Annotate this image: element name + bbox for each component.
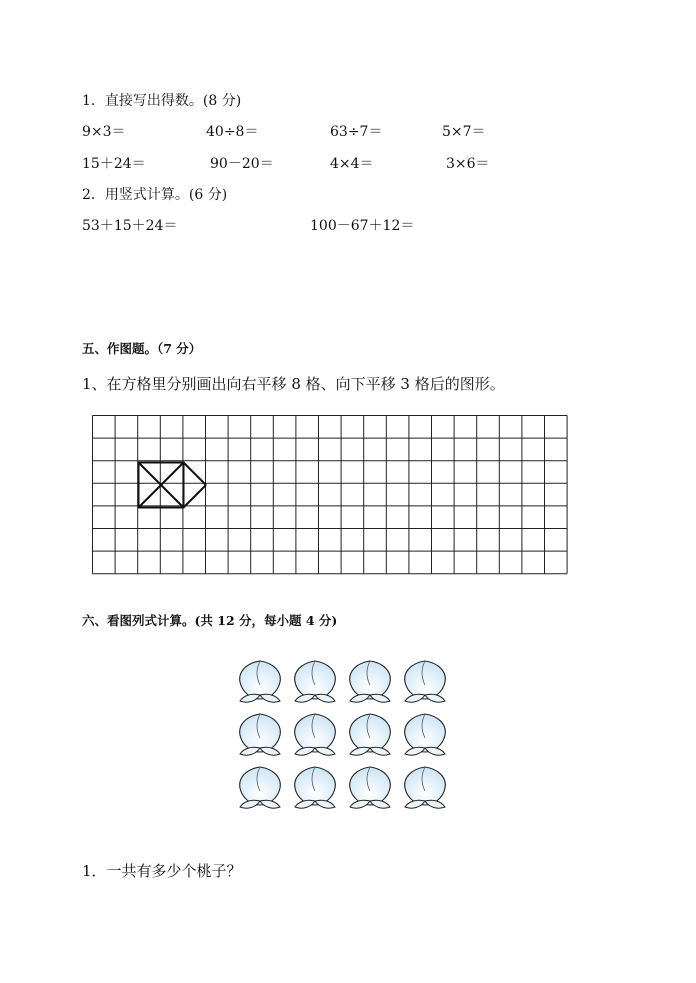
peach-icon: [240, 767, 281, 808]
peach-icon: [405, 714, 446, 755]
problem-8: 3×6＝: [446, 156, 490, 172]
problem-5: 15＋24＝: [82, 156, 146, 172]
problem-1: 9×3＝: [82, 124, 126, 140]
q2-title: 2．用竖式计算。(6 分): [82, 187, 228, 203]
shape-triangle-bottom: [184, 485, 207, 508]
peach-icon: [240, 714, 281, 755]
peach-picture: [230, 655, 460, 817]
peach-icon: [350, 767, 391, 808]
peach-icon: [350, 661, 391, 702]
q1-title: 1．直接写出得数。(8 分): [82, 93, 242, 109]
vertical-problem-2: 100－67＋12＝: [310, 218, 415, 234]
problem-4: 5×7＝: [442, 124, 486, 140]
peach-icon: [295, 661, 336, 702]
problem-2: 40÷8＝: [206, 124, 259, 140]
shape-triangle-top: [184, 463, 207, 486]
problem-3: 63÷7＝: [330, 124, 383, 140]
problem-7: 4×4＝: [330, 156, 374, 172]
vertical-problem-1: 53＋15＋24＝: [82, 218, 178, 234]
peach-icon: [350, 714, 391, 755]
section6-q1: 1．一共有多少个桃子？: [82, 862, 242, 880]
peach-icon: [295, 714, 336, 755]
peach-icon: [405, 767, 446, 808]
peach-icon: [240, 661, 281, 702]
section5-heading: 五、作图题。（7 分）: [82, 341, 202, 356]
peach-icon: [405, 661, 446, 702]
section5-instruction: 1、在方格里分别画出向右平移 8 格、向下平移 3 格后的图形。: [82, 375, 505, 393]
section6-heading: 六、看图列式计算。(共 12 分，每小题 4 分): [82, 613, 338, 628]
shape-figure: [139, 463, 207, 508]
peach-icon: [295, 767, 336, 808]
square-grid: [92, 415, 572, 579]
problem-6: 90－20＝: [210, 156, 274, 172]
